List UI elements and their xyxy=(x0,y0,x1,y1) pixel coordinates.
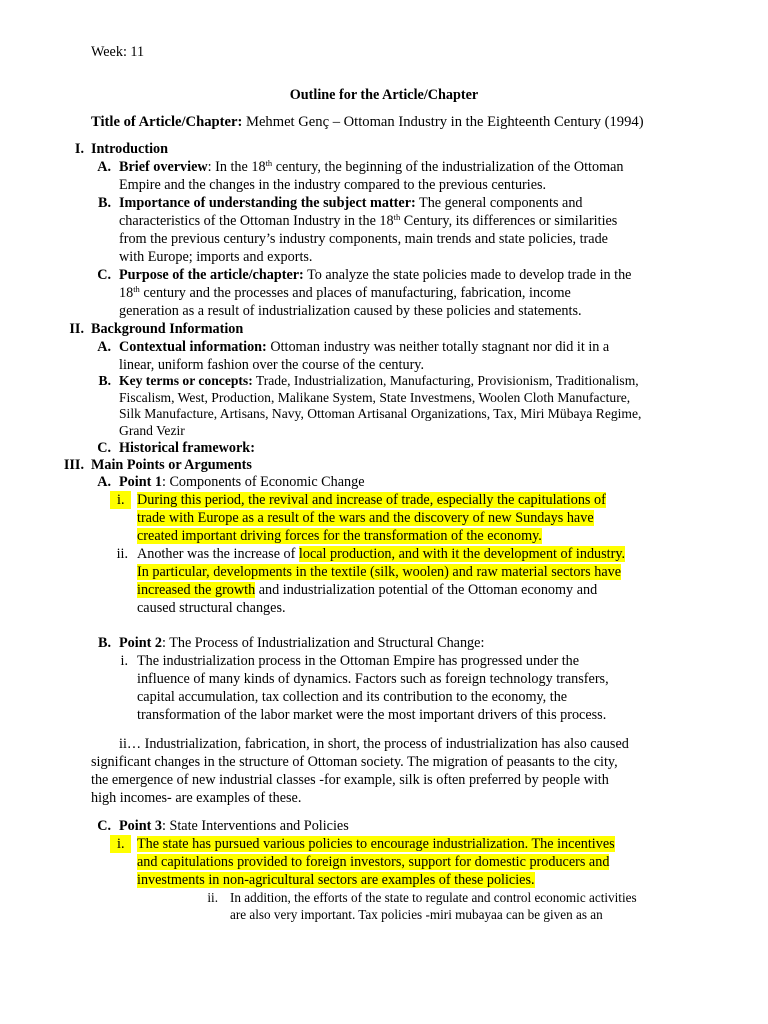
s3-a-ii-number: ii. xyxy=(116,546,128,562)
s3-a-label: Point 1 xyxy=(119,474,162,490)
s3-b-ii-line-3: the emergence of new industrial classes -for example, silk is often preferred by people with xyxy=(91,772,609,788)
s1-b-line-2 xyxy=(119,212,617,230)
s3-b-text: : The Process of Industrialization and Structural Change: xyxy=(161,635,485,651)
s2-a-line-1 xyxy=(119,338,609,356)
s1-b-text-1: The general components and xyxy=(415,195,583,211)
s1-c-sup: th xyxy=(133,284,140,294)
s1-a-line-1 xyxy=(119,158,624,176)
s2-b-number: B. xyxy=(98,373,111,388)
s3-a-number: A. xyxy=(97,474,111,490)
s3-a-i-text-1: During this period, the revival and increase of trade, especially the capitulations of xyxy=(137,492,606,508)
s1-a-number: A. xyxy=(97,159,111,175)
s3-b-i-number: i. xyxy=(120,653,128,669)
section-1-number: I. xyxy=(74,141,84,157)
week-label: Week: 11 xyxy=(91,44,145,60)
s1-a-text-1b: century, the beginning of the industrialization of the Ottoman xyxy=(272,159,624,175)
s1-b-text-2a: characteristics of the Ottoman Industry in the 18 xyxy=(119,213,394,229)
s1-a-line-2: Empire and the changes in the industry compared to the previous centuries. xyxy=(119,177,547,193)
s1-b-line-4: with Europe; imports and exports. xyxy=(119,249,313,265)
s2-c-number: C. xyxy=(97,440,111,456)
s2-c-label: Historical framework: xyxy=(119,440,255,456)
s2-b-text-1: Trade, Industrialization, Manufacturing, Provisionism, Traditionalism, xyxy=(252,373,639,388)
s2-b-line-1 xyxy=(119,373,639,390)
section-3-title: Main Points or Arguments xyxy=(91,457,252,473)
s1-c-line-1 xyxy=(119,266,631,284)
s3-c-i-text-2: and capitulations provided to foreign investors, support for domestic producers and xyxy=(137,854,610,870)
s1-b-line-1 xyxy=(119,194,583,212)
s3-c-ii-line-1: In addition, the efforts of the state to regulate and control economic activities xyxy=(230,890,637,905)
s1-c-text-1: To analyze the state policies made to develop trade in the xyxy=(303,267,632,283)
s3-c-i-number: i. xyxy=(110,835,131,853)
s3-a-text: : Components of Economic Change xyxy=(161,474,365,490)
s3-c-ii-number: ii. xyxy=(207,890,218,905)
s1-c-number: C. xyxy=(97,267,111,283)
s3-b-number: B. xyxy=(97,635,111,651)
s3-a-ii-text-1b: local production, and with it the development of industry. xyxy=(298,546,626,562)
s3-a-i-text-3: created important driving forces for the transformation of the economy. xyxy=(137,528,542,544)
s3-c-i-text-1: The state has pursued various policies to encourage industrialization. The incentives xyxy=(137,836,615,852)
s3-a-i-line-2 xyxy=(137,509,594,527)
s2-a-line-2: linear, uniform fashion over the course of the century. xyxy=(119,357,425,373)
s3-a-ii-line-2 xyxy=(137,563,621,581)
s1-b-label: Importance of understanding the subject matter: xyxy=(119,195,416,211)
s3-a-i-text-2: trade with Europe as a result of the wars and the discovery of new Sundays have xyxy=(137,510,594,526)
s3-b-i-line-1: The industrialization process in the Ottoman Empire has progressed under the xyxy=(137,653,580,669)
s3-b-i-line-3: capital accumulation, tax collection and its contribution to the economy, the xyxy=(137,689,568,705)
s2-b-label: Key terms or concepts: xyxy=(119,373,253,388)
s1-c-text-2a: 18 xyxy=(119,285,134,301)
s1-c-line-3: generation as a result of industrialization caused by these policies and statements. xyxy=(119,303,582,319)
s2-a-label: Contextual information: xyxy=(119,339,267,355)
s1-a-sup: th xyxy=(265,158,273,168)
s2-b-line-3: Silk Manufacture, Artisans, Navy, Ottoman Artisanal Organizations, Tax, Miri Mübaya Regime, xyxy=(119,406,642,421)
s1-b-text-2b: Century, its differences or similarities xyxy=(400,213,618,229)
s3-c-text: : State Interventions and Policies xyxy=(161,818,349,834)
s2-a-number: A. xyxy=(97,339,111,355)
s1-c-text-2b: century and the processes and places of manufacturing, fabrication, income xyxy=(139,285,571,301)
s3-c-number: C. xyxy=(97,818,111,834)
s3-b-ii-line-2: significant changes in the structure of Ottoman society. The migration of peasants to the city, xyxy=(91,754,618,770)
s1-b-line-3: from the previous century’s industry components, main trends and state policies, trade xyxy=(119,231,608,247)
s1-b-number: B. xyxy=(97,195,111,211)
s3-b-ii-line-1: ii… Industrialization, fabrication, in short, the process of industrialization has also caused xyxy=(119,736,629,752)
s3-a-i-line-3 xyxy=(137,527,542,545)
s3-a-line-1 xyxy=(119,473,365,491)
s3-a-i-line-1 xyxy=(137,491,606,509)
s1-c-line-2 xyxy=(119,284,571,302)
s3-a-ii-line-3 xyxy=(137,581,597,599)
s3-a-ii-line-4: caused structural changes. xyxy=(137,600,286,616)
s3-b-line-1 xyxy=(119,634,484,652)
s3-a-i-number: i. xyxy=(110,491,131,509)
s1-c-label: Purpose of the article/chapter: xyxy=(119,267,304,283)
s1-a-text-1a: : In the 18 xyxy=(207,159,266,175)
s3-a-ii-text-1a: Another was the increase of xyxy=(137,546,299,562)
outline-heading xyxy=(0,86,768,104)
s3-b-label: Point 2 xyxy=(119,635,162,651)
title-value: Mehmet Genç – Ottoman Industry in the Eighteenth Century (1994) xyxy=(245,114,644,130)
s3-b-i-line-2: influence of many kinds of dynamics. Factors such as foreign technology transfers, xyxy=(137,671,609,687)
section-1-title: Introduction xyxy=(91,141,168,157)
s3-a-ii-text-3b: and industrialization potential of the Ottoman economy and xyxy=(255,582,598,598)
s3-c-i-line-2 xyxy=(137,853,609,871)
s3-a-ii-text-2: In particular, developments in the textile (silk, woolen) and raw material sectors have xyxy=(137,564,622,580)
s3-c-i-line-3 xyxy=(137,871,535,889)
s1-a-label: Brief overview xyxy=(119,159,208,175)
s3-a-ii-line-1 xyxy=(137,545,625,563)
s3-c-ii-line-2: are also very important. Tax policies -miri mubayaa can be given as an xyxy=(230,907,603,922)
article-title xyxy=(91,113,644,131)
s3-a-ii-text-3a: increased the growth xyxy=(137,582,256,598)
section-2-number: II. xyxy=(69,321,84,337)
title-label: Title of Article/Chapter: xyxy=(91,114,243,130)
s3-c-i-text-3: investments in non-agricultural sectors are examples of these policies. xyxy=(137,872,535,888)
s3-b-i-line-4: transformation of the labor market were the most important drivers of this process. xyxy=(137,707,607,723)
section-3-number: III. xyxy=(63,457,84,473)
s3-c-i-line-1 xyxy=(137,835,615,853)
s2-b-line-4: Grand Vezir xyxy=(119,422,185,438)
s3-c-label: Point 3 xyxy=(119,818,162,834)
s2-a-text-1: Ottoman industry was neither totally stagnant nor did it in a xyxy=(266,339,610,355)
s2-b-line-2: Fiscalism, West, Production, Malikane System, State Investmens, Woolen Cloth Manufacture, xyxy=(119,389,631,405)
s3-b-ii-line-4: high incomes- are examples of these. xyxy=(91,790,302,806)
s3-c-line-1 xyxy=(119,817,349,835)
s1-b-sup: th xyxy=(393,212,401,222)
outline-heading-text: Outline for the Article/Chapter xyxy=(289,87,479,103)
section-2-title: Background Information xyxy=(91,321,244,337)
